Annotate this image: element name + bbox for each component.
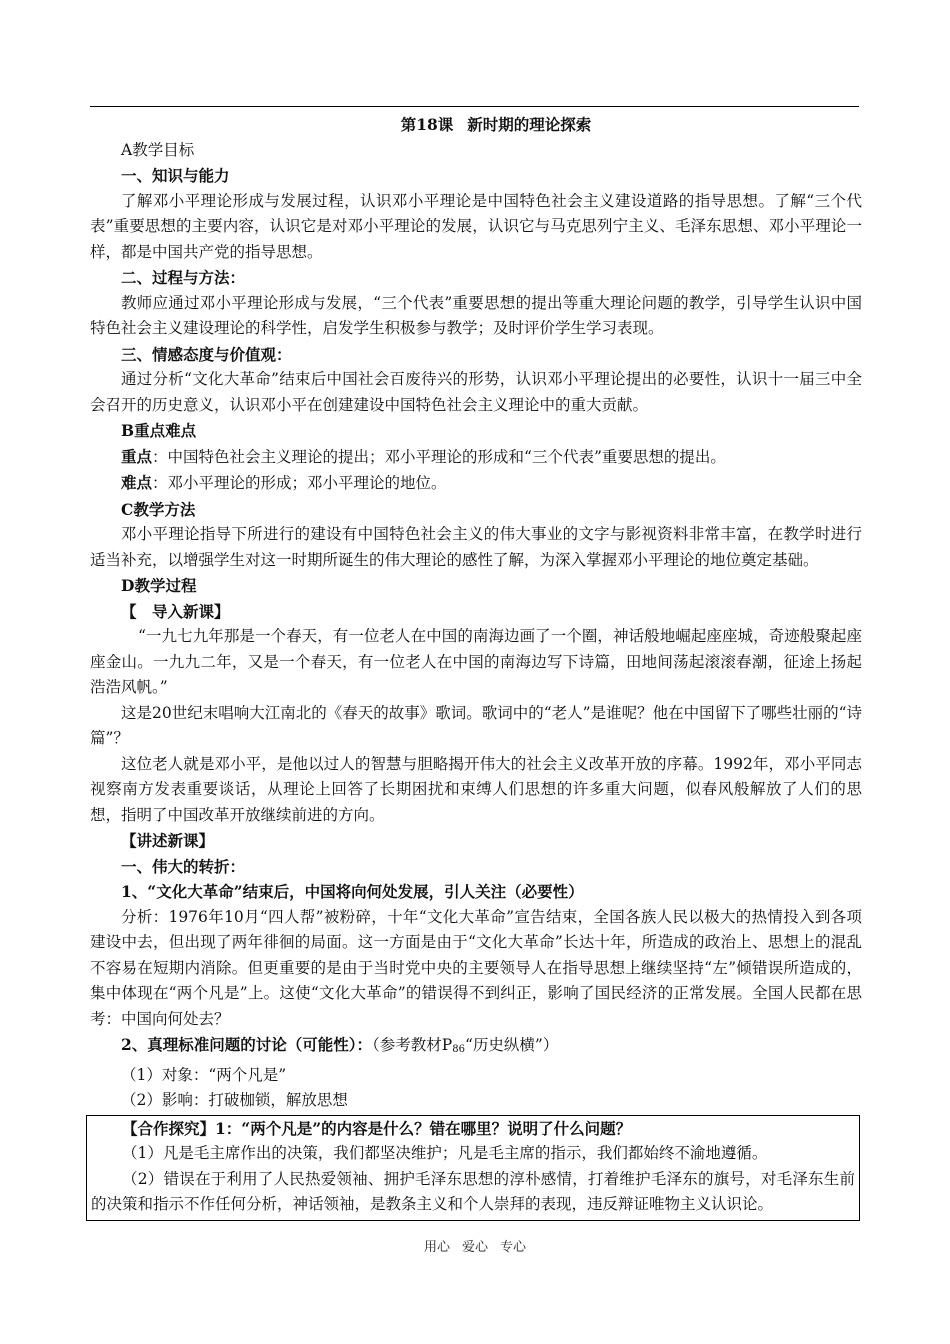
intro-quote: “一九七九年那是一个春天，有一位老人在中国的南海边画了一个圈，神话般地崛起座座城，奇迹般聚起座座金山。一九九二年，又是一个春天，有一位老人在中国的南海边写下诗篇，田地间荡起滚滚春潮，征途上扬起浩浩风帆。” xyxy=(90,627,862,696)
focus-line: 重点：中国特色社会主义理论的提出；邓小平理论的形成和“三个代表”重要思想的提出。 xyxy=(121,446,726,466)
method-text: 邓小平理论指导下所进行的建设有中国特色社会主义的伟大事业的文字与影视资料非常丰富，在教学时进行适当补充，以增强学生对这一时期所诞生的伟大理论的感性了解，为深入掌握邓小平理论的地位奠定基础。 xyxy=(90,525,862,569)
question1-heading: 1、“文化大革命”结束后，中国将向何处发展，引人关注（必要性） xyxy=(121,882,584,901)
question2-line: 2、真理标准问题的讨论（可能性）：（参考教材$P_{86}“$历史纵横”） xyxy=(121,1035,559,1055)
inquiry-answer-2: （2）错误在于利用了人民热爱领袖、拥护毛泽东思想的淳朴感情，打着维护毛泽东的旗号，对毛泽东生前的决策和指示不作任何分析，神话领袖，是教条主义和个人崇拜的表现，违反辩证唯物主义认识论。 xyxy=(91,1169,855,1213)
process-heading: 二、过程与方法： xyxy=(121,268,246,287)
document-body xyxy=(90,112,862,1221)
knowledge-heading: 一、知识与能力 xyxy=(121,166,230,185)
inquiry-answer-1: （1）凡是毛主席作出的决策，我们都坚决维护；凡是毛主席的指示，我们都始终不渝地遵循。 xyxy=(122,1144,768,1162)
difficulty-line: 难点：邓小平理论的形成；邓小平理论的地位。 xyxy=(121,473,447,492)
intro-heading: 【 导入新课】 xyxy=(121,601,230,621)
inquiry-question: 【合作探究】1：“两个凡是”的内容是什么？错在哪里？说明了什么问题？ xyxy=(122,1118,632,1138)
emotion-heading: 三、情感态度与价值观： xyxy=(121,344,292,364)
knowledge-text: 了解邓小平理论形成与发展过程，认识邓小平理论是中国特色社会主义建设道路的指导思想。了解“三个代表”重要思想的主要内容，认识它是对邓小平理论的发展，认识它与马克思列宁主义、毛泽东思想、邓小平理论一样，都是中国共产党的指导思想。 xyxy=(90,191,862,261)
intro-question: 这是20世纪末唱响大江南北的《春天的故事》歌词。歌词中的“老人”是谁呢？他在中国留下了哪些壮丽的“诗篇”？ xyxy=(90,703,862,747)
page-title: 第18课 新时期的理论探索 xyxy=(400,115,592,134)
cooperative-inquiry-box xyxy=(86,1115,860,1221)
turning-point-heading: 一、伟大的转折： xyxy=(121,856,246,876)
page-footer: 用心 爱心 专心 xyxy=(423,1240,527,1255)
lecture-heading: 【讲述新课】 xyxy=(121,831,215,850)
header-rule xyxy=(90,106,859,107)
section-d-heading: D教学过程 xyxy=(121,576,197,595)
analysis-text: 分析：1976年10月“四人帮”被粉碎，十年“文化大革命”宣告结束，全国各族人民以极大的热情投入到各项建设中去，但出现了两年徘徊的局面。这一方面是由于“文化大革命”长达十年，所造成的政治上、思想上的混乱不容易在短期内消除。但更重要的是由于当时党中央的主要领导人在指导思想上继续坚持“左”倾错误所造成的，集中体现在“两个凡是”上。这使“文化大革命”的错误得不到纠正，影响了国民经济的正常发展。全国人民都在思考：中国向何处去？ xyxy=(90,907,862,1028)
intro-answer: 这位老人就是邓小平，是他以过人的智慧与胆略揭开伟大的社会主义改革开放的序幕。1992年，邓小平同志视察南方发表重要谈话，从理论上回答了长期困扰和束缚人们思想的许多重大问题，似春风般解放了人们的思想，指明了中国改革开放继续前进的方向。 xyxy=(90,754,862,824)
process-text: 教师应通过邓小平理论形成与发展，“三个代表”重要思想的提出等重大理论问题的教学，引导学生认识中国特色社会主义建设理论的科学性，启发学生积极参与教学；及时评价学生学习表现。 xyxy=(90,293,862,337)
emotion-text: 通过分析“文化大革命”结束后中国社会百废待兴的形势，认识邓小平理论提出的必要性，认识十一届三中全会召开的历史意义，认识邓小平在创建建设中国特色社会主义理论中的重大贡献。 xyxy=(90,370,862,414)
section-a-heading: A教学目标 xyxy=(121,140,195,159)
section-c-heading: C教学方法 xyxy=(121,499,196,519)
object-line: （1）对象：“两个凡是” xyxy=(121,1065,287,1084)
effect-line: （2）影响：打破枷锁，解放思想 xyxy=(121,1091,348,1109)
section-b-heading: B重点难点 xyxy=(121,421,197,440)
